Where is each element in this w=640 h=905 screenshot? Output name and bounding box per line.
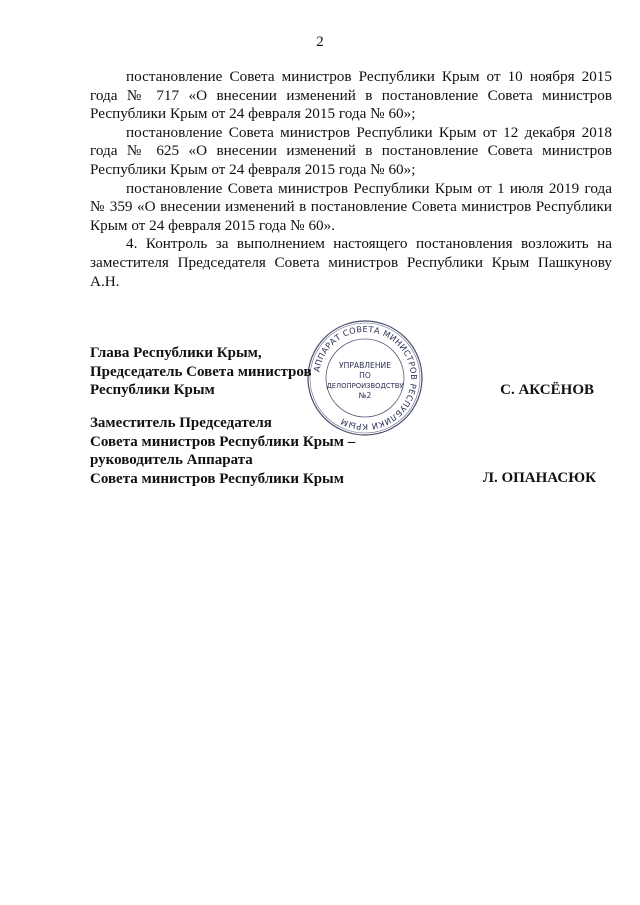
- stamp-line-1: УПРАВЛЕНИЕ: [338, 361, 392, 370]
- signature-title-line: Совета министров Республики Крым –: [90, 433, 356, 450]
- signature-block-deputy: [90, 414, 612, 488]
- document-body: [90, 68, 612, 291]
- signature-title-line: Заместитель Председателя: [90, 415, 272, 431]
- signature-title-line: Республики Крым: [90, 382, 215, 398]
- signature-block-head: [90, 344, 612, 400]
- signature-title-line: Совета министров Республики Крым: [90, 470, 344, 487]
- paragraph-4: 4. Контроль за выполнением настоящего постановления возложить на заместителя Председателя Совета министров Республики Крым Пашкунову А.Н.: [90, 235, 612, 290]
- stamp-line-3: ДЕЛОПРОИЗВОДСТВУ: [326, 382, 404, 390]
- paragraph-2: постановление Совета министров Республики Крым от 12 декабря 2018 года № 625 «О внесении изменений в постановление Совета министров Республики Крым от 24 февраля 2015 года № 60»;: [90, 123, 612, 178]
- signature-title-line: руководитель Аппарата: [90, 452, 253, 468]
- stamp-ring-text: АППАРАТ СОВЕТА МИНИСТРОВ РЕСПУБЛИКИ КРЫМ: [311, 323, 420, 433]
- signature-title-line: Председатель Совета министров: [90, 363, 312, 380]
- paragraph-1: постановление Совета министров Республики Крым от 10 ноября 2015 года № 717 «О внесении изменений в постановление Совета министров Республики Крым от 24 февраля 2015 года № 60»;: [90, 68, 612, 123]
- signatory-name: С. АКСЁНОВ: [500, 382, 594, 398]
- stamp-line-2: ПО: [359, 371, 371, 380]
- page-number: 2: [316, 34, 324, 50]
- signature-title-line: Глава Республики Крым,: [90, 345, 262, 361]
- signatory-name: Л. ОПАНАСЮК: [482, 470, 596, 486]
- paragraph-3: постановление Совета министров Республики Крым от 1 июля 2019 года № 359 «О внесении изменений в постановление Совета министров Республики Крым от 24 февраля 2015 года № 60».: [90, 179, 612, 234]
- stamp-line-4: №2: [358, 391, 372, 400]
